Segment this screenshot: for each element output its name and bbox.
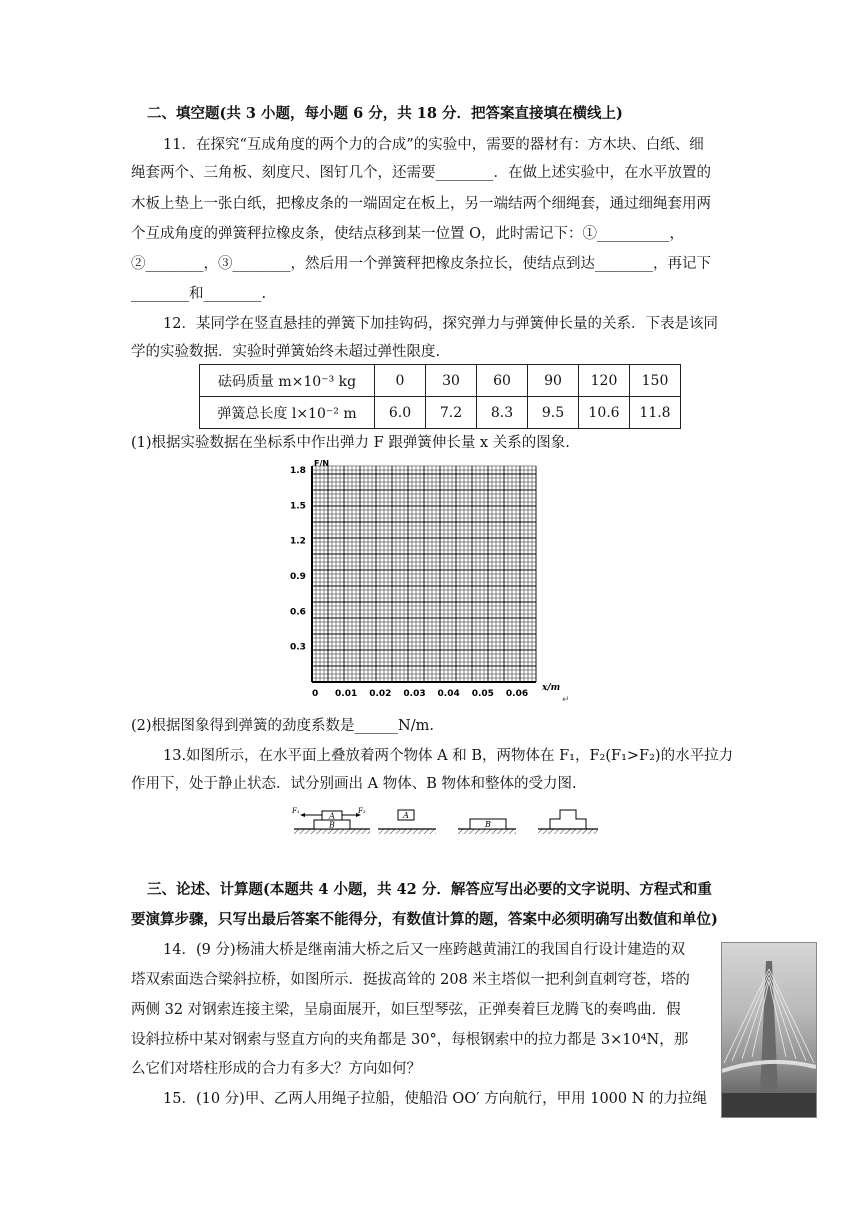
q15-line-1: 15．(10 分)甲、乙两人用绳子拉船，使船沿 OO′ 方向航行，甲用 1000 N 的力拉绳	[163, 1091, 708, 1107]
q14-line-1: 14．(9 分)杨浦大桥是继南浦大桥之后又一座跨越黄浦江的我国自行设计建造的双	[163, 942, 686, 958]
x-tick-label: 0.03	[403, 689, 426, 699]
q11-line-3: 木板上垫上一张白纸，把橡皮条的一端固定在板上，另一端结两个细绳套，通过细绳套用两	[131, 196, 711, 212]
section-heading-calculation-2: 要演算步骤，只写出最后答案不能得分，有数值计算的题，答案中必须明确写出数值和单位)	[131, 911, 718, 928]
q11-line-5: ②________，③________，然后用一个弹簧秤把橡皮条拉长，使结点到达________，再记下	[131, 256, 711, 272]
table-header-mass: 砝码质量 m×10⁻³ kg	[200, 365, 375, 397]
table-cell: 7.2	[426, 397, 477, 429]
y-tick-label: 1.5	[290, 501, 306, 512]
label-b: B	[329, 820, 335, 830]
x-tick-label: 0	[312, 689, 319, 699]
q13-line-2: 作用下，处于静止状态．试分别画出 A 物体、B 物体和整体的受力图.	[131, 776, 577, 792]
label-b: B	[485, 820, 491, 829]
q12-part-1: (1)根据实验数据在坐标系中作出弹力 F 跟弹簧伸长量 x 关系的图象.	[131, 435, 570, 451]
q13-figure	[286, 802, 606, 838]
x-tick-label: 0.06	[505, 689, 529, 699]
table-cell: 11.8	[630, 397, 681, 429]
x-tick-label: 0.04	[437, 689, 460, 699]
return-mark: ↵	[562, 695, 570, 705]
q13-line-1: 13.如图所示，在水平面上叠放着两个物体 A 和 B，两物体在 F₁，F₂(F₁>F₂)的水平拉力	[163, 748, 734, 764]
graph-paper-figure	[288, 458, 588, 708]
q11-line-6: ________和________.	[131, 286, 267, 302]
y-tick-label: 0.6	[290, 607, 306, 618]
q12-part-2: (2)根据图象得到弹簧的劲度系数是______N/m.	[131, 718, 434, 734]
table-cell: 0	[375, 365, 426, 397]
section-heading-calculation-1: 三、论述、计算题(本题共 4 小题，共 42 分．解答应写出必要的文字说明、方程式和重	[147, 881, 712, 898]
grid-lines	[312, 466, 536, 682]
q11-line-1: 11．在探究“互成角度的两个力的合成”的实验中，需要的器材有：方木块、白纸、细	[163, 137, 704, 153]
x-tick-label: 0.02	[369, 689, 392, 699]
y-tick-label: 0.3	[290, 642, 306, 653]
x-tick-label: 0.05	[471, 689, 494, 699]
stacked-blocks-scene	[291, 807, 370, 834]
whole-system-scene	[538, 810, 598, 834]
table-cell: 6.0	[375, 397, 426, 429]
y-tick-label: 1.8	[290, 466, 306, 476]
table-cell: 120	[579, 365, 630, 397]
block-b-scene	[458, 819, 516, 834]
table-header-length: 弹簧总长度 l×10⁻² m	[200, 397, 375, 429]
q12-line-1: 12．某同学在竖直悬挂的弹簧下加挂钩码，探究弹力与弹簧伸长量的关系．下表是该同	[163, 316, 718, 332]
label-f2: F₂	[358, 807, 366, 815]
x-axis-label: x/m	[542, 683, 561, 693]
q14-line-2: 塔双索面迭合梁斜拉桥，如图所示．挺拔高耸的 208 米主塔似一把利剑直刺穹苍，塔的	[131, 972, 690, 988]
table-cell: 10.6	[579, 397, 630, 429]
label-a: A	[403, 811, 409, 820]
x-tick-label: 0.01	[335, 689, 358, 699]
q11-line-2: 绳套两个、三角板、刻度尺、图钉几个，还需要________．在做上述实验中，在水平放置的	[131, 165, 711, 181]
table-cell: 60	[477, 365, 528, 397]
q14-line-3: 两侧 32 对钢索连接主梁，呈扇面展开，如巨型琴弦，正弹奏着巨龙腾飞的奏鸣曲．假	[131, 1002, 681, 1018]
y-axis-label: F/N	[314, 459, 330, 468]
label-a: A	[329, 811, 335, 821]
section-heading-fill-in: 二、填空题(共 3 小题，每小题 6 分，共 18 分．把答案直接填在横线上)	[147, 105, 623, 122]
table-cell: 8.3	[477, 397, 528, 429]
q14-line-4: 设斜拉桥中某对钢索与竖直方向的夹角都是 30°，每根钢索中的拉力都是 3×10⁴N，那	[131, 1032, 689, 1048]
bridge-illustration	[722, 943, 816, 1117]
bridge-photo	[721, 942, 817, 1118]
table-cell: 150	[630, 365, 681, 397]
table-cell: 9.5	[528, 397, 579, 429]
label-f1: F₁	[292, 807, 300, 815]
y-tick-label: 0.9	[290, 572, 306, 582]
q12-data-table	[199, 364, 681, 429]
q12-line-2: 学的实验数据．实验时弹簧始终未超过弹性限度.	[131, 344, 441, 360]
table-row-length	[200, 397, 681, 429]
table-row-mass	[200, 365, 681, 397]
q14-line-5: 么它们对塔柱形成的合力有多大？方向如何？	[131, 1061, 421, 1077]
q11-line-4: 个互成角度的弹簧秤拉橡皮条，使结点移到某一位置 O，此时需记下：①__________，	[131, 226, 684, 242]
y-tick-label: 1.2	[290, 536, 306, 547]
table-cell: 90	[528, 365, 579, 397]
block-a-scene	[378, 810, 436, 834]
table-cell: 30	[426, 365, 477, 397]
